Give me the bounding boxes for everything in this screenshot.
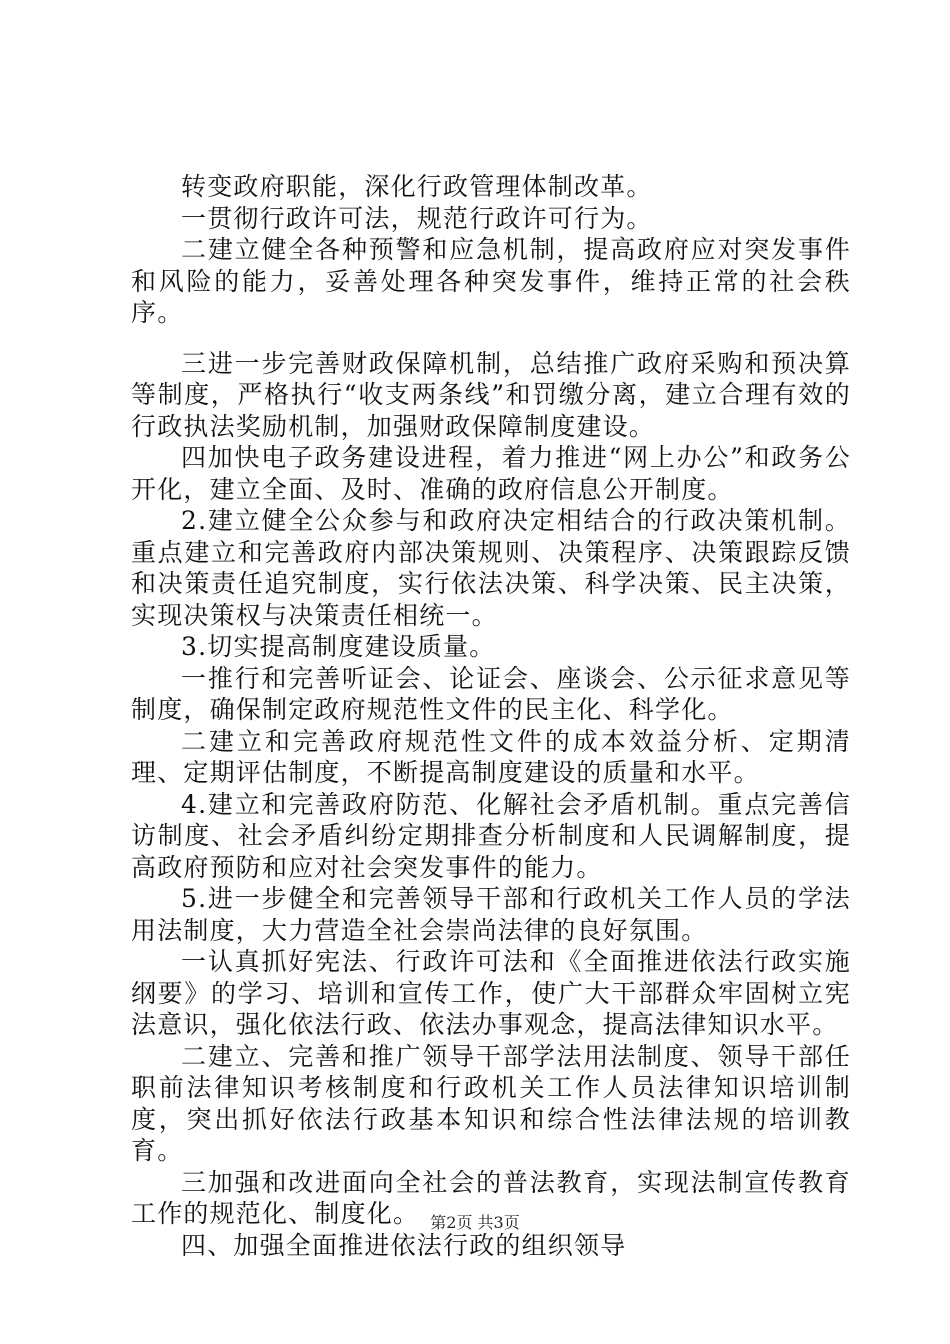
paragraph: 二建立、完善和推广领导干部学法用法制度、领导干部任职前法律知识考核制度和行政机关工作人员法律知识培训制度，突出抓好依法行政基本知识和综合性法律法规的培训教育。 [131,1041,851,1165]
paragraph: 4.建立和完善政府防范、化解社会矛盾机制。重点完善信访制度、社会矛盾纠纷定期排查分析制度和人民调解制度，提高政府预防和应对社会突发事件的能力。 [131,789,851,882]
paragraph: 2.建立健全公众参与和政府决定相结合的行政决策机制。重点建立和完善政府内部决策规则、决策程序、决策跟踪反馈和决策责任追究制度，实行依法决策、科学决策、民主决策，实现决策权与决策责任相统一。 [131,506,851,630]
paragraph: 二建立健全各种预警和应急机制，提高政府应对突发事件和风险的能力，妥善处理各种突发事件，维持正常的社会秩序。 [131,235,851,327]
paragraph: 3.切实提高制度建设质量。 [181,632,496,661]
paragraph: 5.进一步健全和完善领导干部和行政机关工作人员的学法用法制度，大力营造全社会崇尚法律的良好氛围。 [131,884,851,945]
paragraph: 三加强和改进面向全社会的普法教育，实现法制宣传教育工作的规范化、制度化。 [131,1167,851,1228]
page-number-footer: 第2页 共3页 [430,1213,520,1232]
document-body [131,171,851,1261]
paragraph: 转变政府职能，深化行政管理体制改革。 [181,172,653,201]
paragraph: 一贯彻行政许可法，规范行政许可行为。 [181,203,653,233]
paragraph: 一认真抓好宪法、行政许可法和《全面推进依法行政实施纲要》的学习、培训和宣传工作，使广大干部群众牢固树立宪法意识，强化依法行政、依法办事观念，提高法律知识水平。 [131,947,851,1039]
paragraph: 三进一步完善财政保障机制，总结推广政府采购和预决算等制度，严格执行“收支两条线”和罚缴分离，建立合理有效的行政执法奖励机制，加强财政保障制度建设。 [131,348,851,441]
paragraph: 二建立和完善政府规范性文件的成本效益分析、定期清理、定期评估制度，不断提高制度建设的质量和水平。 [131,726,851,787]
paragraph: 四加快电子政务建设进程，着力推进“网上办公”和政务公开化，建立全面、及时、准确的政府信息公开制度。 [131,443,851,504]
section-heading: 四、加强全面推进依法行政的组织领导 [181,1230,627,1260]
paragraph: 一推行和完善听证会、论证会、座谈会、公示征求意见等制度，确保制定政府规范性文件的民主化、科学化。 [131,663,851,724]
